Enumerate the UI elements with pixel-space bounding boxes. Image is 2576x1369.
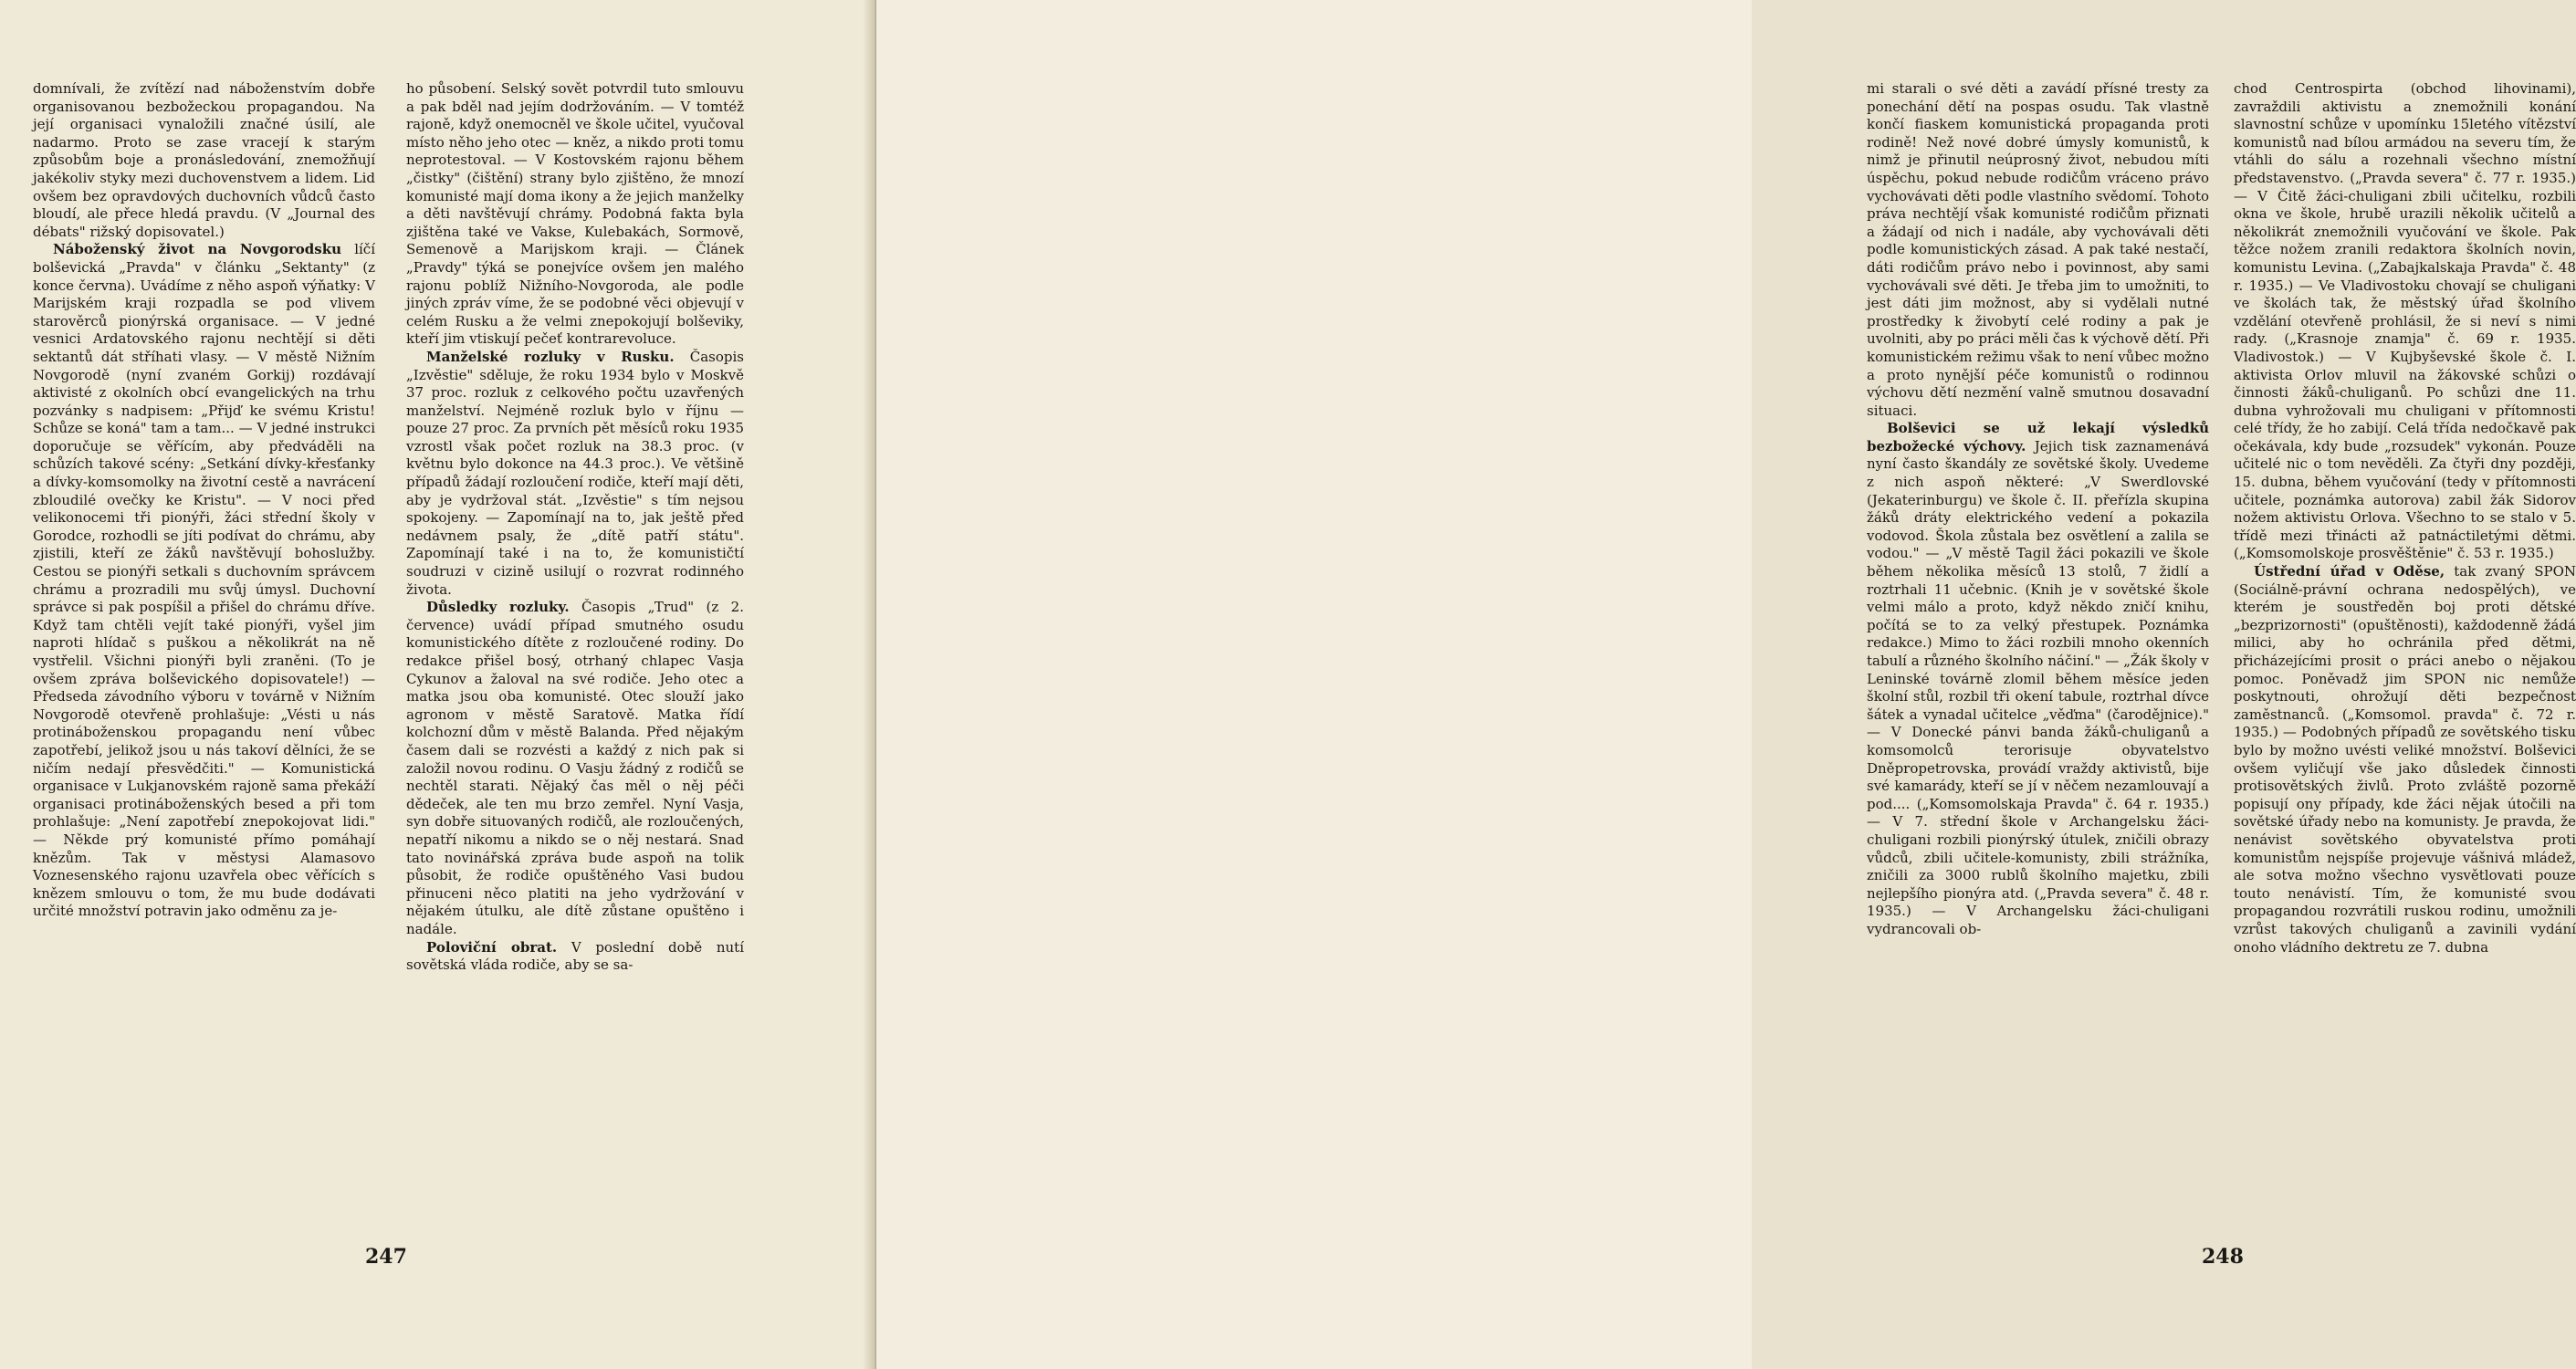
paragraph-text: V poslední době nutí sovětská vláda rodiče, aby se sa- — [406, 938, 744, 974]
paragraph — [2234, 563, 2576, 956]
paragraph: chod Centrospirta (obchod lihovinami), zavraždili aktivistu a znemožnili konání slavnostní schůze v upomínku 15letého vítězství komunistů nad bílou armádou na severu tím, že vtáhli do sálu a rozehnali všechno místní představenstvo. („Pravda severa" č. 77 r. 1935.) — V Čitě žáci-chuligani zbili učitelku, rozbili okna ve škole, hrubě urazili několik učitelů a několikrát znemožnili vyučování ve škole. Pak těžce nožem zranili redaktora školních novin, komunistu Levina. („Zabajkalskaja Pravda" č. 48 r. 1935.) — Ve Vladivostoku chovají se chuligani ve školách tak, že městský úřad školního vzdělání otevřeně prohlásil, že si neví s nimi rady. („Krasnoje znamja" č. 69 r. 1935. Vladivostok.) — V Kujbyševské škole č. I. aktivista Orlov mluvil na žákovské schůzi o činnosti žáků-chuliganů. Po schůzi dne 11. dubna vyhrožovali mu chuligani v přítomnosti celé třídy, že ho zabijí. Celá třída nedočkavě pak očekávala, kdy bude „rozsudek" vykonán. Pouze učitelé nic o tom nevěděli. Za čtyři dny později, 15. dubna, během vyučování (tedy v přítomnosti učitele, poznámka autorova) zabil žák Sidorov nožem aktivistu Orlova. Všechno to se stalo v 5. třídě mezi třinácti až patnáctiletými dětmi. („Komsomolskoje prosvěštěnie" č. 53 r. 1935.) — [2234, 80, 2576, 562]
paragraph-text: Jejich tisk zaznamenává nyní často škandály ze sovětské školy. Uvedeme z nich aspoň některé: „V Swerdlovské (Jekaterinburgu) ve škole č. II. přeřízla skupina žáků dráty elektrického vedení a pokazila vodovod. Škola zůstala bez osvětlení a zalila se vodou." — „V městě Tagil žáci pokazili ve škole během několika měsíců 13 stolů, 7 židlí a roztrhali 11 učebnic. (Knih je v sovětské škole velmi málo a proto, když někdo zničí knihu, počítá se to za velký přestupek. Poznámka redakce.) Mimo to žáci rozbili mnoho okenních tabulí a různého školního náčiní." — „Žák školy v Leninské továrně zlomil během měsíce jeden školní stůl, rozbil tři okení tabule, roztrhal dívce šátek a vynadal učitelce „věďma" (čarodějnice)." — V Donecké pánvi banda žáků-chuliganů a komsomolců terorisuje obyvatelstvo Dněpropetrovska, provádí vraždy aktivistů, bije své kamarády, kteří se jí v něčem nezamlouvají a pod.... („Komsomolskaja Pravda" č. 64 r. 1935.) — V 7. střední škole v Archangelsku žáci-chuligani rozbili pionýrský útulek, zničili obrazy vůdců, zbili učitele-komunisty, zbili strážníka, zničili za 3000 rublů školního majetku, zbili nejlepšího pionýra atd. („Pravda severa" č. 48 r. 1935.) — V Archangelsku žáci-chuligani vydrancovali ob- — [1867, 437, 2209, 937]
right-page — [876, 0, 2576, 1369]
paragraph — [406, 939, 744, 975]
paragraph-heading: Ústřední úřad v Oděse, — [2254, 563, 2445, 580]
right-page-column-1 — [1867, 80, 2209, 939]
paragraph-text: Časopis „Izvěstie" sděluje, že roku 1934 bylo v Moskvě 37 proc. rozluk z celkového počtu uzavřených manželství. Nejméně rozluk bylo v říjnu — pouze 27 proc. Za prvních pět měsíců roku 1935 vzrostl však počet rozluk na 38.3 proc. (v květnu bylo dokonce na 44.3 proc.). Ve většině případů žádají rozloučení rodiče, kteří mají děti, aby je vydržoval stát. „Izvěstie" s tím nejsou spokojeny. — Zapomínají na to, jak ještě před nedávnem psaly, že „dítě patří státu". Zapomínají také i na to, že komunističtí soudruzi v cizině usilují o rozvrat rodinného života. — [406, 348, 744, 598]
left-page-column-1 — [33, 80, 375, 921]
paragraph-heading: Manželské rozluky v Rusku. — [426, 348, 675, 365]
paragraph-text: líčí bolševická „Pravda" v článku „Sektanty" (z konce června). Uvádíme z něho aspoň výňatky: V Marijském kraji rozpadla se pod vlivem starověrců pionýrská organisace. — V jedné vesnici Ardatovského rajonu nechtějí si děti sektantů dát stříhati vlasy. — V městě Nižním Novgorodě (nyní zvaném Gorkij) rozdávají aktivisté z okolních obcí evangelických na trhu pozvánky s nadpisem: „Přijď ke svému Kristu! Schůze se koná" tam a tam... — V jedné instrukci doporučuje se věřícím, aby předváděli na schůzích takové scény: „Setkání dívky-křesťanky a dívky-komsomolky na životní cestě a navrácení zbloudilé ovečky ke Kristu". — V noci před velikonocemi tři pionýři, žáci střední školy v Gorodce, rozhodli se jíti podívat do chrámu, aby zjistili, kteří ze žáků navštěvují bohoslužby. Cestou se pionýři setkali s duchovním správcem chrámu a prozradili mu svůj úmysl. Duchovní správce si pak pospíšil a přišel do chrámu dříve. Když tam chtěli vejít také pionýři, vyšel jim naproti hlídač s puškou a několikrát na ně vystřelil. Všichni pionýři byli zraněni. (To je ovšem zpráva bolševického dopisovatele!) — Předseda závodního výboru v továrně v Nižním Novgorodě otevřeně prohlašuje: „Vésti u nás protináboženskou propagandu není vůbec zapotřebí, jelikož jsou u nás takoví dělníci, že se ničím nedají přesvědčiti." — Komunistická organisace v Lukjanovském rajoně sama překáží organisaci protináboženských besed a při tom prohlašuje: „Není zapotřebí znepokojovat lidi." — Někde prý komunisté přímo pomáhají knězům. Tak v městysi Alamasovo Voznesenského rajonu uzavřela obec věřících s knězem smlouvu o tom, že mu bude dodávati určité množství potravin jako odměnu za je- — [33, 241, 376, 920]
paragraph-text: tak zvaný SPON (Sociálně-právní ochrana nedospělých), ve kterém je soustředěn boj proti dětské „bezprizornosti" (opuštěnosti), každodenně žádá milici, aby ho ochránila před dětmi, přicházejícími prosit o práci anebo o nějakou pomoc. Poněvadž jim SPON nic nemůže poskytnouti, ohrožují děti bezpečnost zaměstnanců. („Komsomol. pravda" č. 72 r. 1935.) — Podobných případů ze sovětského tisku bylo by možno uvésti veliké množství. Bolševici ovšem vyličují vše jako důsledek činnosti protisovětských živlů. Proto zvláště pozorně popisují ony případy, kde žáci nějak útočili na sovětské úřady nebo na komunisty. Je pravda, že nenávist sovětského obyvatelstva proti komunistům nejspíše projevuje vášnivá mládež, ale sotva možno všechno vysvětlovati pouze touto nenávistí. Tím, že komunisté svou propagandou rozvrátili ruskou rodinu, umožnili vzrůst takových chuliganů a zavinili vydání onoho vládního dektretu ze 7. dubna — [2234, 563, 2576, 956]
paragraph-heading: Bolševici se už lekají výsledků bezbožecké výchovy. — [1867, 420, 2209, 455]
paragraph: domnívali, že zvítězí nad náboženstvím dobře organisovanou bezbožeckou propagandou. Na její organisaci vynaložili značné úsilí, ale nadarmo. Proto se zase vracejí k starým způsobům boje a pronásledování, znemožňují jakékoliv styky mezi duchovenstvem a lidem. Lid ovšem bez opravdových duchovních vůdců často bloudí, ale přece hledá pravdu. (V „Journal des débats" rižský dopisovatel.) — [33, 80, 375, 240]
paragraph: mi starali o své děti a zavádí přísné tresty za ponechání dětí na pospas osudu. Tak vlastně končí fiaskem komunistická propaganda proti rodině! Než nové dobré úmysly komunistů, k nimž je přinutil neúprosný život, nebudou míti úspěchu, pokud nebude rodičům vráceno právo vychovávati děti podle vlastního svědomí. Tohoto práva nechtějí však komunisté rodičům přiznati a žádají od nich i nadále, aby vychovávali děti podle komunistických zásad. A pak také nestačí, dáti rodičům právo nebo i povinnost, aby sami vychovávali své děti. Je třeba jim to umožniti, to jest dáti jim možnost, aby si vydělali nutné prostředky k živobytí celé rodiny a pak je uvolniti, aby po práci měli čas k výchově dětí. Při komunistickém režimu však to není vůbec možno a proto nynější péče komunistů o rodinnou výchovu dětí nezmění valně smutnou dosavadní situaci. — [1867, 80, 2209, 419]
paragraph: ho působení. Selský sovět potvrdil tuto smlouvu a pak bděl nad jejím dodržováním. — V tomtéž rajoně, když onemocněl ve škole učitel, vyučoval místo něho jeho otec — kněz, a nikdo proti tomu neprotestoval. — V Kostovském rajonu během „čistky" (čištění) strany bylo zjištěno, že mnozí komunisté mají doma ikony a že jejich manželky a děti navštěvují chrámy. Podobná fakta byla zjištěna také ve Vakse, Kulebakách, Sormově, Semenově a Marijskom kraji. — Článek „Pravdy" týká se ponejvíce ovšem jen malého rajonu poblíž Nižního-Novgoroda, ale podle jiných zpráv víme, že se podobné věci objevují v celém Rusku a že velmi znepokojují bolševiky, kteří jim vtiskují pečeť kontrarevoluce. — [406, 80, 744, 348]
page-number: 247 — [365, 1245, 407, 1269]
paragraph-heading: Poloviční obrat. — [426, 938, 558, 956]
paragraph — [1867, 420, 2209, 938]
left-page-column-2 — [406, 80, 744, 975]
paragraph-text: Časopis „Trud" (z 2. července) uvádí případ smutného osudu komunistického dítěte z rozloučené rodiny. Do redakce přišel bosý, otrhaný chlapec Vasja Cykunov a žaloval na své rodiče. Jeho otec a matka jsou oba komunisté. Otec slouží jako agronom v městě Saratově. Matka řídí kolchozní dům v městě Balanda. Před nějakým časem dali se rozvésti a každý z nich pak si založil novou rodinu. O Vasju žádný z rodičů se nechtěl starati. Nějaký čas měl o něj péči dědeček, ale ten mu brzo zemřel. Nyní Vasja, syn dobře situovaných rodičů, ale rozloučených, nepatří nikomu a nikdo se o něj nestará. Snad tato novinářská zpráva bude aspoň na tolik působit, že rodiče opuštěného Vasi budou přinuceni něco platiti na jeho vydržování v nějakém útulku, ale dítě zůstane opuštěno i nadále. — [406, 599, 744, 937]
page-number: 248 — [2202, 1245, 2244, 1269]
paragraph — [33, 241, 375, 921]
paragraph — [406, 599, 744, 938]
left-page — [0, 0, 874, 1369]
paragraph-heading: Důsledky rozluky. — [426, 599, 570, 616]
paragraph-heading: Náboženský život na Novgorodsku — [53, 241, 341, 258]
paragraph — [406, 349, 744, 599]
right-page-column-2 — [2234, 80, 2576, 956]
